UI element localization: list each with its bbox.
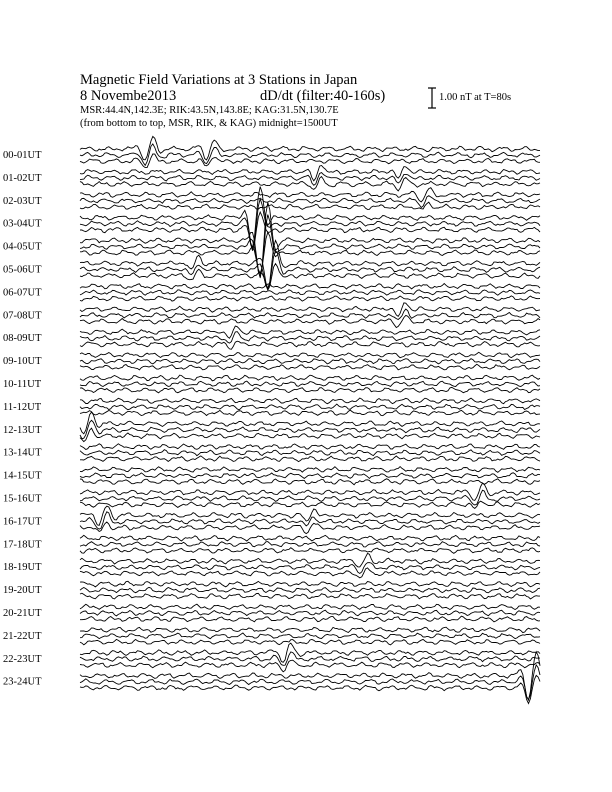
hour-row-label: 14-15UT	[3, 470, 42, 482]
trace-rik	[80, 450, 540, 456]
trace-kag	[80, 483, 540, 500]
hour-row-label: 09-10UT	[3, 356, 42, 368]
trace-kag	[80, 412, 540, 434]
trace-rik	[80, 473, 540, 479]
trace-rik	[80, 173, 540, 186]
hour-row-label: 00-01UT	[3, 150, 42, 161]
trace-msr	[80, 456, 540, 462]
hour-row-label: 18-19UT	[3, 562, 42, 574]
hour-row-label: 04-05UT	[3, 241, 42, 253]
quantity-label: dD/dt (filter:40-160s)	[260, 88, 386, 104]
hour-row-label: 22-23UT	[3, 653, 42, 665]
trace-kag	[80, 627, 540, 632]
trace-rik	[80, 381, 540, 386]
trace-rik	[80, 251, 540, 289]
chart-title: Magnetic Field Variations at 3 Stations in Japan	[80, 72, 358, 88]
trace-msr	[80, 364, 540, 370]
trace-kag	[80, 375, 540, 381]
hour-row-label: 03-04UT	[3, 218, 42, 230]
trace-kag	[80, 581, 540, 587]
hour-row-label: 02-03UT	[3, 195, 42, 207]
hour-row-label: 10-11UT	[3, 379, 42, 390]
trace-kag	[80, 398, 540, 404]
station-coordinates: MSR:44.4N,142.3E; RIK:43.5N,143.8E; KAG:31.5N,130.7E	[80, 105, 339, 116]
hour-row-label: 06-07UT	[3, 287, 42, 299]
hour-row-label: 12-13UT	[3, 424, 42, 436]
trace-msr	[80, 410, 540, 416]
hour-row-label: 08-09UT	[3, 333, 42, 345]
hour-row-label: 21-22UT	[3, 630, 42, 642]
scale-label: 1.00 nT at T=80s	[439, 92, 512, 103]
hour-row-label: 17-18UT	[3, 539, 42, 551]
hour-row-label: 13-14UT	[3, 447, 42, 459]
trace-msr	[80, 202, 540, 209]
hour-row-label: 23-24UT	[3, 676, 42, 688]
trace-msr	[80, 296, 540, 301]
hour-row-label: 19-20UT	[3, 585, 42, 597]
trace-msr	[80, 341, 540, 349]
hour-row-label: 15-16UT	[3, 493, 42, 505]
hour-row-label: 20-21UT	[3, 608, 42, 619]
trace-kag	[80, 604, 540, 609]
trace-msr	[80, 616, 540, 622]
trace-msr	[80, 639, 540, 644]
hour-row-label: 11-12UT	[3, 401, 42, 413]
hour-row-label: 01-02UT	[3, 172, 42, 184]
station-order-note: (from bottom to top, MSR, RIK, & KAG) midnight=1500UT	[80, 118, 338, 129]
trace-rik	[80, 610, 540, 616]
hour-row-label: 07-08UT	[3, 310, 42, 322]
trace-kag	[80, 352, 540, 357]
trace-kag	[80, 188, 540, 202]
trace-rik	[80, 563, 540, 574]
trace-msr	[80, 315, 540, 327]
trace-rik	[80, 633, 540, 639]
trace-msr	[80, 593, 540, 599]
trace-msr	[80, 428, 540, 441]
trace-msr	[80, 548, 540, 554]
hour-row-label: 05-06UT	[3, 264, 42, 276]
trace-rik	[80, 665, 540, 699]
trace-kag	[80, 444, 540, 450]
trace-msr	[80, 660, 540, 672]
trace-rik	[80, 587, 540, 593]
trace-kag	[80, 284, 540, 290]
trace-kag	[80, 467, 540, 473]
trace-kag	[80, 326, 540, 338]
trace-kag	[80, 535, 540, 541]
date-label: 8 Novembe2013	[80, 88, 177, 104]
trace-rik	[80, 404, 540, 410]
trace-msr	[80, 522, 540, 534]
trace-kag	[80, 553, 540, 567]
trace-msr	[80, 479, 540, 485]
hour-row-label: 16-17UT	[3, 516, 42, 528]
trace-msr	[80, 387, 540, 392]
trace-rik	[80, 359, 540, 364]
trace-rik	[80, 290, 540, 295]
trace-kag	[80, 136, 540, 160]
trace-rik	[80, 542, 540, 547]
